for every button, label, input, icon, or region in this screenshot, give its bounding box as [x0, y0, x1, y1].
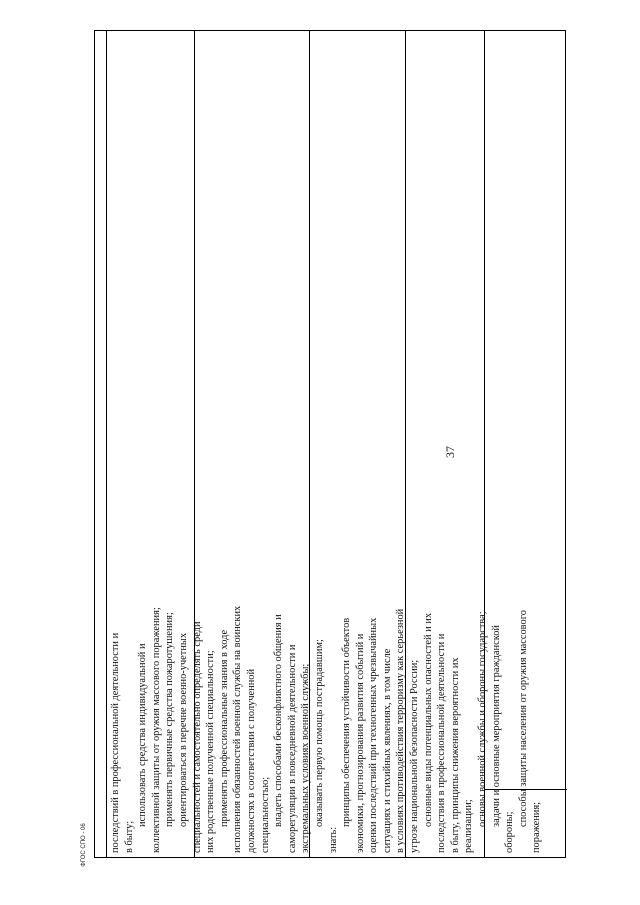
table-cell-text	[106, 27, 543, 857]
cell-text-line: ситуациях и стихийных явлениях, в том числе	[381, 648, 393, 853]
cell-text-line: поражения;	[531, 801, 543, 853]
cell-text-line: ориентироваться в перечне военно-учетных	[177, 632, 189, 827]
cell-text-line: в быту, принципы снижения вероятности их	[449, 657, 461, 853]
document-footer: ФГОС СПО - 06	[81, 823, 87, 867]
cell-text-line: в быту;	[123, 820, 135, 853]
cell-text-line: последствия в профессиональной деятельности и	[436, 633, 448, 853]
cell-text-line: основные виды потенциальных опасностей и их	[422, 612, 434, 827]
cell-text-line: них родственные полученной специальности;	[205, 650, 217, 853]
cell-text-line: в условиях противодействия терроризму как серьезной	[395, 608, 407, 853]
page-number: 37	[443, 446, 457, 458]
cell-text-line: основы военной службы и обороны государства;	[477, 611, 489, 827]
cell-text-line: знать:	[327, 826, 339, 853]
cell-text-line: применять первичные средства пожаротушения;	[164, 612, 176, 827]
cell-text-line: реализации;	[463, 799, 475, 853]
cell-text-line: применять профессиональные знания в ходе	[218, 629, 230, 827]
cell-text-line: последствий в профессиональной деятельности и	[110, 632, 121, 853]
cell-text-line: обороны;	[504, 811, 516, 853]
cell-text-line: оценки последствий при техногенных чрезвычайных	[368, 617, 380, 853]
cell-text-line: саморегуляции в повседневной деятельности и	[286, 644, 298, 853]
cell-text-line: специальностью;	[259, 776, 271, 853]
cell-text-line: задачи и основные мероприятия гражданской	[490, 625, 502, 827]
cell-text-line: исполнения обязанностей военной службы на воинских	[232, 605, 244, 853]
cell-text-line: угрозе национальной безопасности России;	[409, 659, 421, 853]
cell-text-line: использовать средства индивидуальной и	[137, 643, 149, 827]
cell-text-line: экономики, прогнозирования развития событий и	[354, 633, 366, 853]
cell-text-line: оказывать первую помощь пострадавшим;	[313, 639, 325, 827]
cell-text-line: коллективной защиты от оружия массового поражения;	[150, 607, 162, 853]
cell-text-line: владеть способами бесконфликтного общения и	[273, 614, 285, 827]
cell-text-line: должностях в соответствии с полученной	[245, 668, 257, 853]
cell-text-line: экстремальных условиях военной службы;	[300, 663, 312, 853]
cell-text-line: специальностей и самостоятельно определять среди	[191, 621, 203, 853]
cell-text-line: способы защиты населения от оружия массового	[517, 610, 529, 827]
cell-text-line: принципы обеспечения устойчивости объектов	[341, 617, 353, 827]
